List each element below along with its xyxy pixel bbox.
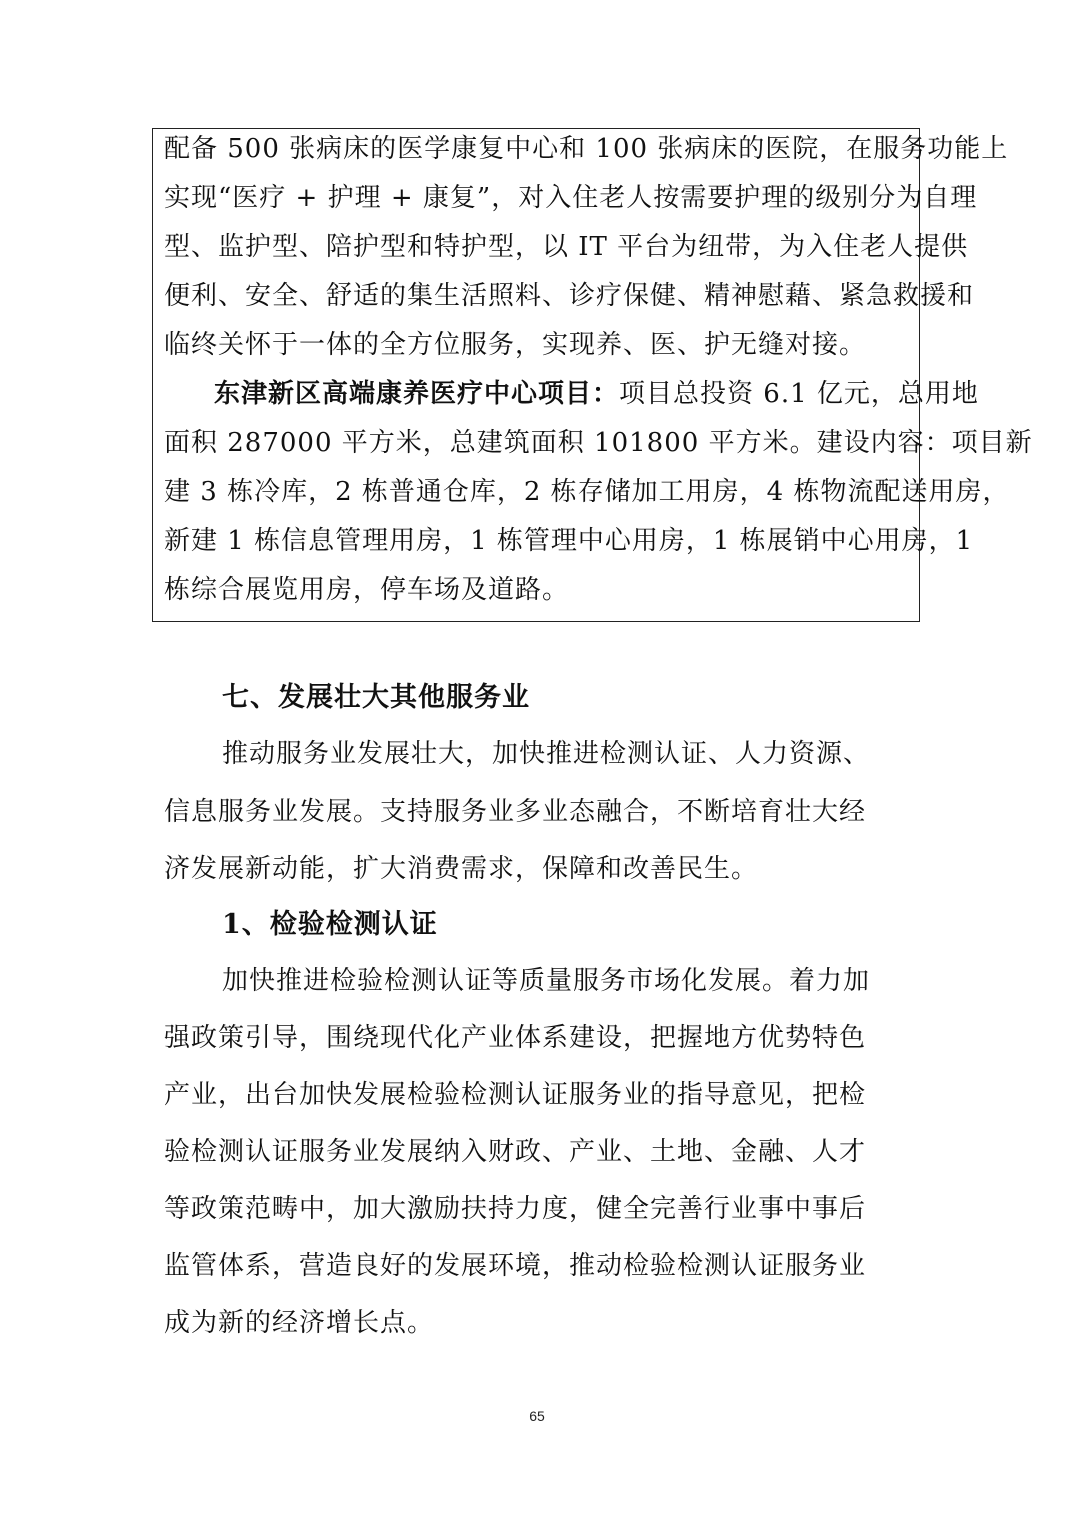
box-text-line: 新建 1 栋信息管理用房，1 栋管理中心用房，1 栋展销中心用房，1 — [164, 526, 974, 556]
project-text: 项目总投资 6.1 亿元，总用地 — [619, 379, 979, 409]
paragraph-line: 推动服务业发展壮大，加快推进检测认证、人力资源、 — [222, 739, 871, 769]
box-text-line: 便利、安全、舒适的集生活照料、诊疗保健、精神慰藉、紧急救援和 — [164, 281, 975, 311]
box-text-line: 建 3 栋冷库，2 栋普通仓库，2 栋存储加工用房，4 栋物流配送用房， — [164, 477, 1010, 507]
box-text-line: 型、监护型、陪护型和特护型，以 IT 平台为纽带，为入住老人提供 — [164, 232, 969, 262]
box-text-line: 栋综合展览用房，停车场及道路。 — [164, 575, 570, 605]
paragraph-line: 产业，出台加快发展检验检测认证服务业的指导意见，把检 — [164, 1080, 867, 1110]
page-number: 65 — [529, 1408, 545, 1424]
subsection-heading: 1、检验检测认证 — [222, 909, 438, 940]
box-text-line: 临终关怀于一体的全方位服务，实现养、医、护无缝对接。 — [164, 330, 867, 360]
box-text-line: 实现“医疗 + 护理 + 康复”，对入住老人按需要护理的级别分为自理 — [164, 183, 978, 213]
paragraph-line: 信息服务业发展。支持服务业多业态融合，不断培育壮大经 — [164, 797, 867, 827]
box-text-line: 配备 500 张病床的医学康复中心和 100 张病床的医院，在服务功能上 — [164, 134, 1009, 164]
section-heading: 七、发展壮大其他服务业 — [222, 682, 530, 713]
paragraph-line: 等政策范畴中，加大激励扶持力度，健全完善行业事中事后 — [164, 1194, 867, 1224]
box-text-line: 面积 287000 平方米，总建筑面积 101800 平方米。建设内容：项目新 — [164, 428, 1033, 458]
project-line — [214, 379, 979, 409]
paragraph-line: 监管体系，营造良好的发展环境，推动检验检测认证服务业 — [164, 1251, 867, 1281]
paragraph-line: 验检测认证服务业发展纳入财政、产业、土地、金融、人才 — [164, 1137, 867, 1167]
paragraph-line: 强政策引导，围绕现代化产业体系建设，把握地方优势特色 — [164, 1023, 867, 1053]
project-title: 东津新区高端康养医疗中心项目： — [214, 379, 620, 409]
paragraph-line: 成为新的经济增长点。 — [164, 1308, 435, 1338]
paragraph-line: 济发展新动能，扩大消费需求，保障和改善民生。 — [164, 854, 759, 884]
paragraph-line: 加快推进检验检测认证等质量服务市场化发展。着力加 — [222, 966, 871, 996]
